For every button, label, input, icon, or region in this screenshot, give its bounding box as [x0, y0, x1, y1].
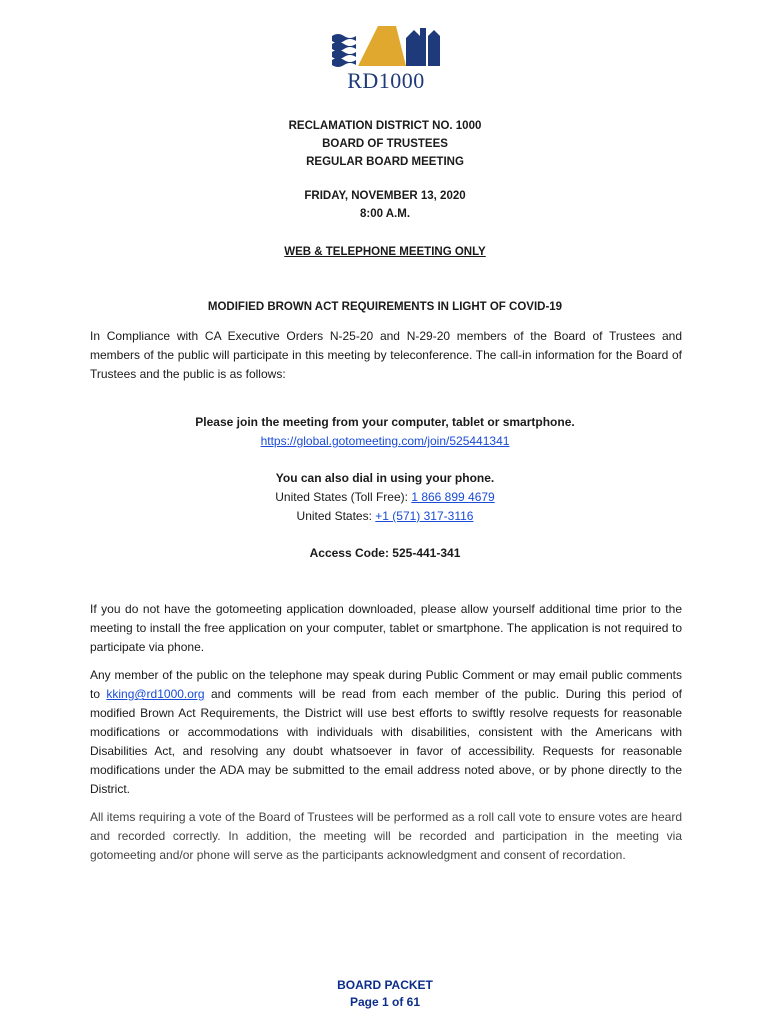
- meeting-url-link[interactable]: https://global.gotomeeting.com/join/525441341: [260, 434, 510, 448]
- meeting-type-label: WEB & TELEPHONE MEETING ONLY: [284, 246, 486, 258]
- page-footer: [0, 977, 770, 1011]
- us-number-link[interactable]: +1 (571) 317-3116: [375, 509, 474, 523]
- public-comment-paragraph: [90, 666, 682, 799]
- logo-graphic-icon: [330, 24, 442, 68]
- public-comment-text-before: Any member of the public on the telephone may speak during Public Comment or may email public comments to: [90, 668, 682, 701]
- board-name: BOARD OF TRUSTEES: [322, 138, 448, 150]
- join-heading: Please join the meeting from your computer, tablet or smartphone.: [195, 415, 575, 429]
- us-number-line: [0, 507, 770, 526]
- section-title: MODIFIED BROWN ACT REQUIREMENTS IN LIGHT OF COVID-19: [207, 301, 563, 313]
- email-link[interactable]: kking@rd1000.org: [106, 687, 205, 701]
- district-name: RECLAMATION DISTRICT NO. 1000: [288, 120, 482, 132]
- app-paragraph: If you do not have the gotomeeting application downloaded, please allow yourself additional time prior to the meeting to install the free application on your computer, tablet or smartphone. The application is not required to participate via phone.: [90, 602, 682, 654]
- meeting-time: 8:00 A.M.: [359, 208, 411, 220]
- meeting-title: REGULAR BOARD MEETING: [306, 156, 464, 168]
- board-packet-label: BOARD PACKET: [337, 978, 433, 992]
- meeting-type: [0, 243, 770, 261]
- meeting-url-line: [0, 432, 770, 451]
- roll-call-paragraph: All items requiring a vote of the Board of Trustees will be performed as a roll call vote to ensure votes are heard and recorded correctly. In addition, the meeting will be recorded and participation in the meeting via gotomeeting and/or phone will serve as the participants acknowledgment and consent of recordation.: [90, 810, 682, 862]
- logo-wordmark: RD1000: [347, 68, 425, 93]
- intro-paragraph: In Compliance with CA Executive Orders N-25-20 and N-29-20 members of the Board of Trustees and members of the public will participate in this meeting by teleconference. The call-in information for the Board of Trustees and the public is as follows:: [90, 329, 682, 381]
- toll-free-line: [0, 488, 770, 507]
- toll-free-label: United States (Toll Free):: [275, 490, 412, 504]
- dial-heading: You can also dial in using your phone.: [275, 471, 495, 485]
- public-comment-text-after: and comments will be read from each member of the public. During this period of modified Brown Act Requirements, the District will use best efforts to swiftly resolve requests for reasonable modifications or accommodations with individuals with disabilities, consistent with the Americans with Disabilities Act, and resolving any doubt whatsoever in favor of accessibility. Requests for reasonable modifications under the ADA may be submitted to the email address noted above, or by phone directly to the District.: [90, 687, 682, 796]
- meeting-date: FRIDAY, NOVEMBER 13, 2020: [304, 190, 466, 202]
- us-number-label: United States:: [296, 509, 376, 523]
- page-number: Page 1 of 61: [349, 995, 421, 1009]
- rd1000-logo: [330, 24, 442, 96]
- access-code: Access Code: 525-441-341: [309, 546, 461, 560]
- toll-free-number-link[interactable]: 1 866 899 4679: [411, 490, 495, 504]
